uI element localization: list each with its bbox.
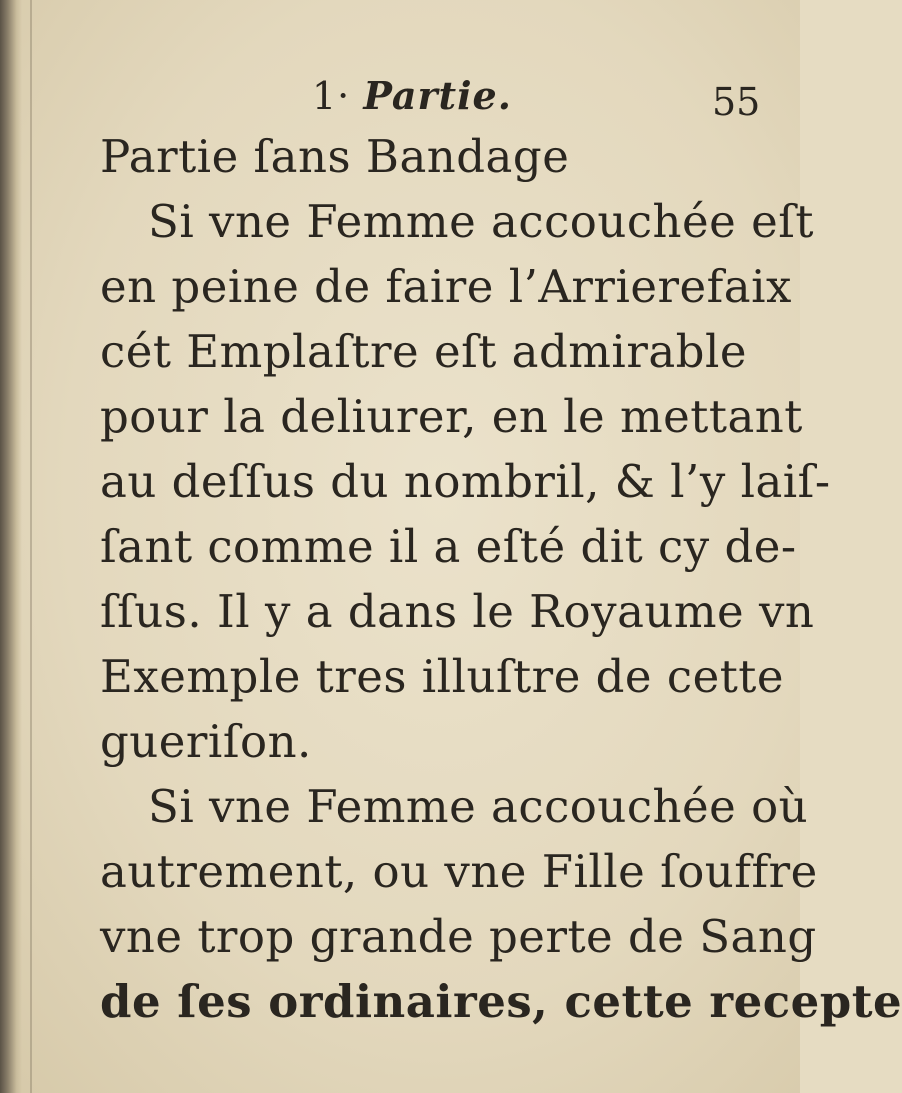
page-number: 55 <box>712 80 761 124</box>
book-gutter <box>0 0 22 1093</box>
running-head-part: Partie. <box>363 73 512 118</box>
text-line: ſant comme il a eſté dit cy de- <box>100 520 797 573</box>
running-head <box>312 70 512 122</box>
text-line: autrement, ou vne Fille ſouffre <box>100 845 818 898</box>
text-line: en peine de faire l’Arrierefaix <box>100 260 792 313</box>
body-text <box>100 124 902 1034</box>
text-line: pour la deliurer, en le mettant <box>100 390 803 443</box>
text-line: Exemple tres illuſtre de cette <box>100 650 785 703</box>
text-line: cét Emplaſtre eſt admirable <box>100 325 747 378</box>
page-header <box>0 70 800 122</box>
text-line: Si vne Femme accouchée eſt <box>148 195 814 248</box>
text-line: vne trop grande perte de Sang <box>100 910 817 963</box>
text-line: de ſes ordinaires, cette recepte <box>100 975 902 1028</box>
page-edge-line <box>30 0 32 1093</box>
text-line: Si vne Femme accouchée où <box>148 780 809 833</box>
text-line: au deſſus du nombril, & l’y laiſ- <box>100 455 831 508</box>
running-head-number: 1· <box>312 74 351 118</box>
text-line: gueriſon. <box>100 715 312 768</box>
text-line: ſſus. Il y a dans le Royaume vn <box>100 585 815 638</box>
text-line: Partie ſans Bandage <box>100 130 570 183</box>
